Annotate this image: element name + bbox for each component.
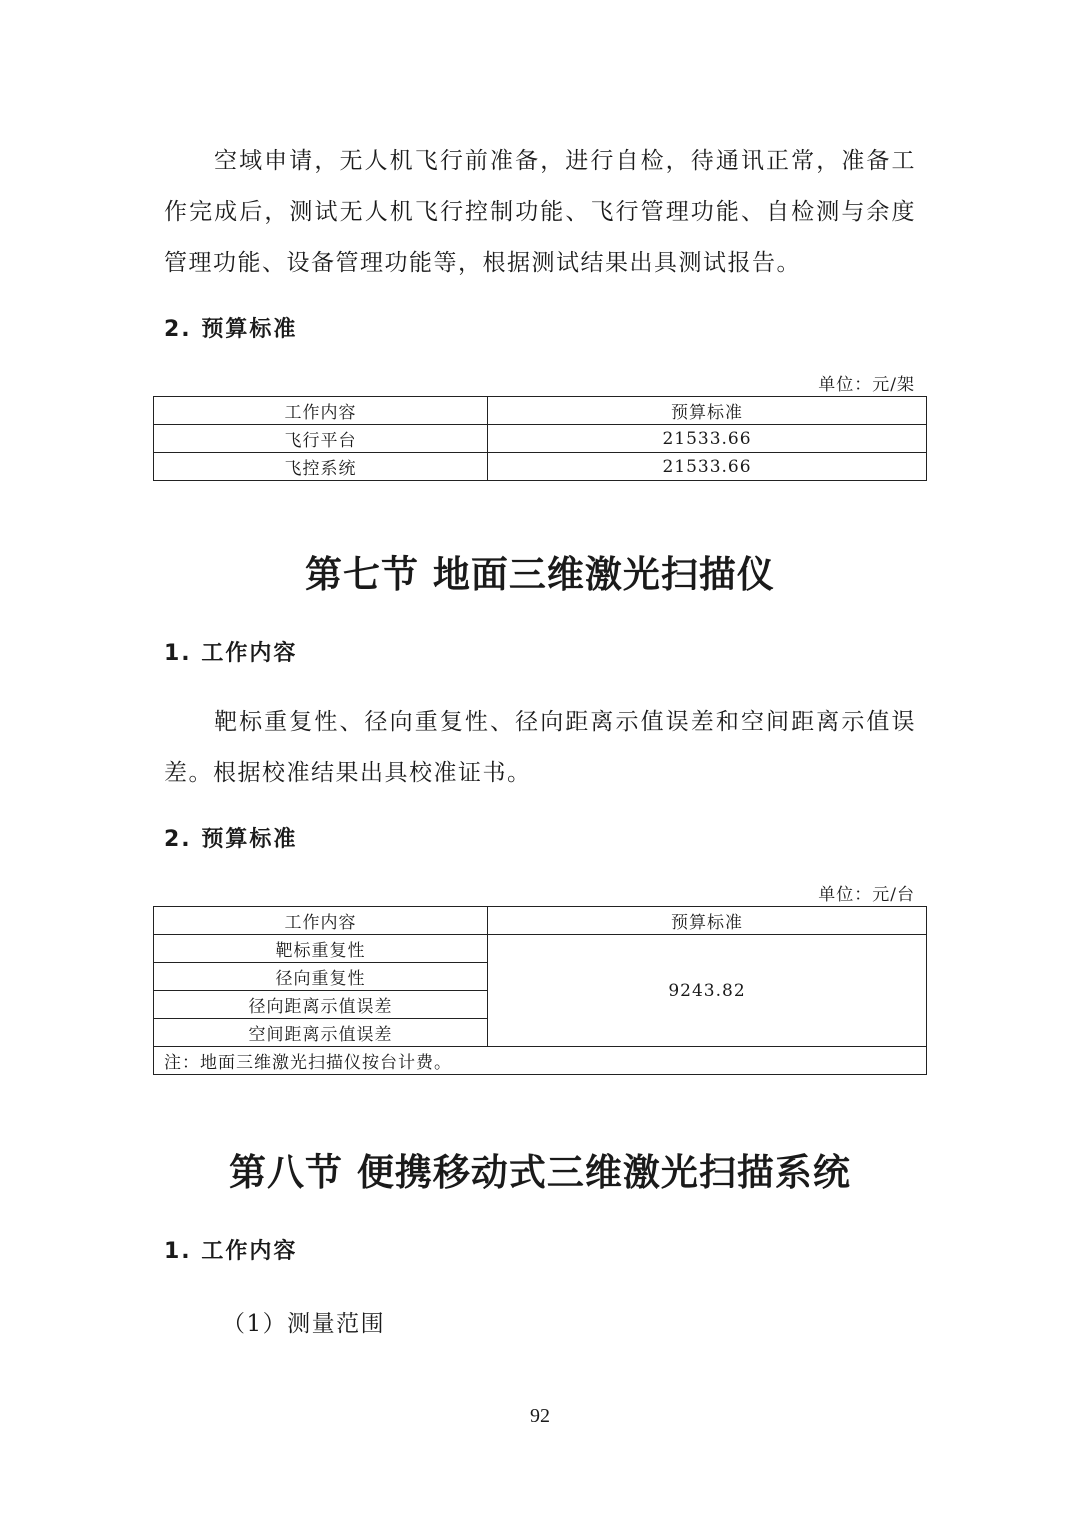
intro-paragraph: 空域申请，无人机飞行前准备，进行自检，待通讯正常，准备工作完成后，测试无人机飞行控制功能、飞行管理功能、自检测与余度管理功能、设备管理功能等，根据测试结果出具测试报告。 [164, 148, 916, 276]
section-8-work-heading: 1. 工作内容 [164, 1239, 298, 1264]
table-row [154, 425, 927, 453]
table-cell: 径向重复性 [154, 963, 488, 991]
budget-heading: 2. 预算标准 [164, 317, 298, 342]
section-7-title: 第七节 地面三维激光扫描仪 [305, 553, 775, 596]
table-cell: 靶标重复性 [154, 935, 488, 963]
budget-table-aircraft [153, 396, 927, 481]
table-row [154, 935, 927, 963]
page-number: 92 [530, 1405, 550, 1427]
section-8-title: 第八节 便携移动式三维激光扫描系统 [229, 1151, 851, 1194]
budget-table-scanner [153, 906, 927, 1075]
table-cell: 21533.66 [488, 453, 927, 481]
table-cell-merged-value: 9243.82 [488, 935, 927, 1047]
table-header-row [154, 397, 927, 425]
table-note-row [154, 1047, 927, 1075]
section-7-work-heading: 1. 工作内容 [164, 641, 298, 666]
table-note: 注：地面三维激光扫描仪按台计费。 [154, 1047, 927, 1075]
table-header-cell: 工作内容 [154, 397, 488, 425]
table-cell: 飞行平台 [154, 425, 488, 453]
section-7-budget-heading: 2. 预算标准 [164, 827, 298, 852]
table-cell: 飞控系统 [154, 453, 488, 481]
section-7-work-paragraph: 靶标重复性、径向重复性、径向距离示值误差和空间距离示值误差。根据校准结果出具校准证书。 [164, 709, 916, 786]
table-header-cell: 预算标准 [488, 907, 927, 935]
table-cell: 21533.66 [488, 425, 927, 453]
table-header-cell: 工作内容 [154, 907, 488, 935]
section-8-item-1: （1）测量范围 [222, 1311, 386, 1337]
table-header-row [154, 907, 927, 935]
budget-unit: 单位：元/架 [818, 375, 915, 395]
table-cell: 径向距离示值误差 [154, 991, 488, 1019]
table-header-cell: 预算标准 [488, 397, 927, 425]
table-cell: 空间距离示值误差 [154, 1019, 488, 1047]
section-7-budget-unit: 单位：元/台 [818, 885, 915, 905]
table-row [154, 453, 927, 481]
